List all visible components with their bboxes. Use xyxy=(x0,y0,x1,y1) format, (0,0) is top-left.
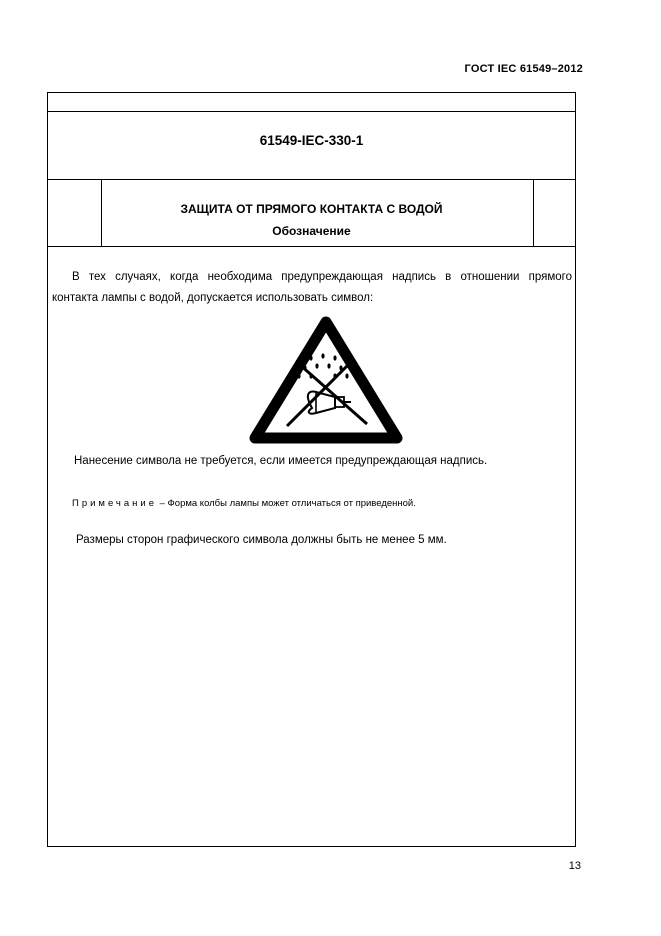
page-number: 13 xyxy=(568,860,581,872)
no-water-contact-lamp-warning-icon xyxy=(249,314,403,446)
intro-paragraph xyxy=(52,267,572,309)
note xyxy=(72,498,416,509)
intro-line-1: В тех случаях, когда необходима предупреждающая надпись в отношении прямого xyxy=(72,271,572,283)
intro-line-2: контакта лампы с водой, допускается использовать символ: xyxy=(52,292,374,304)
standard-frame xyxy=(47,92,576,847)
no-symbol-condition: Нанесение символа не требуется, если имеется предупреждающая надпись. xyxy=(74,455,488,467)
note-label: Примечание xyxy=(72,498,157,509)
symbol-code: 61549-IEC-330-1 xyxy=(259,133,364,148)
size-requirement: Размеры сторон графического символа должны быть не менее 5 мм. xyxy=(76,534,447,546)
symbol-title: ЗАЩИТА ОТ ПРЯМОГО КОНТАКТА С ВОДОЙ xyxy=(180,202,443,216)
divider xyxy=(48,246,575,247)
symbol-subtitle: Обозначение xyxy=(272,224,351,238)
note-text: – Форма колбы лампы может отличаться от приведенной. xyxy=(157,498,416,509)
document-id: ГОСТ IEC 61549–2012 xyxy=(464,63,583,75)
divider xyxy=(48,111,575,112)
divider xyxy=(48,179,575,180)
